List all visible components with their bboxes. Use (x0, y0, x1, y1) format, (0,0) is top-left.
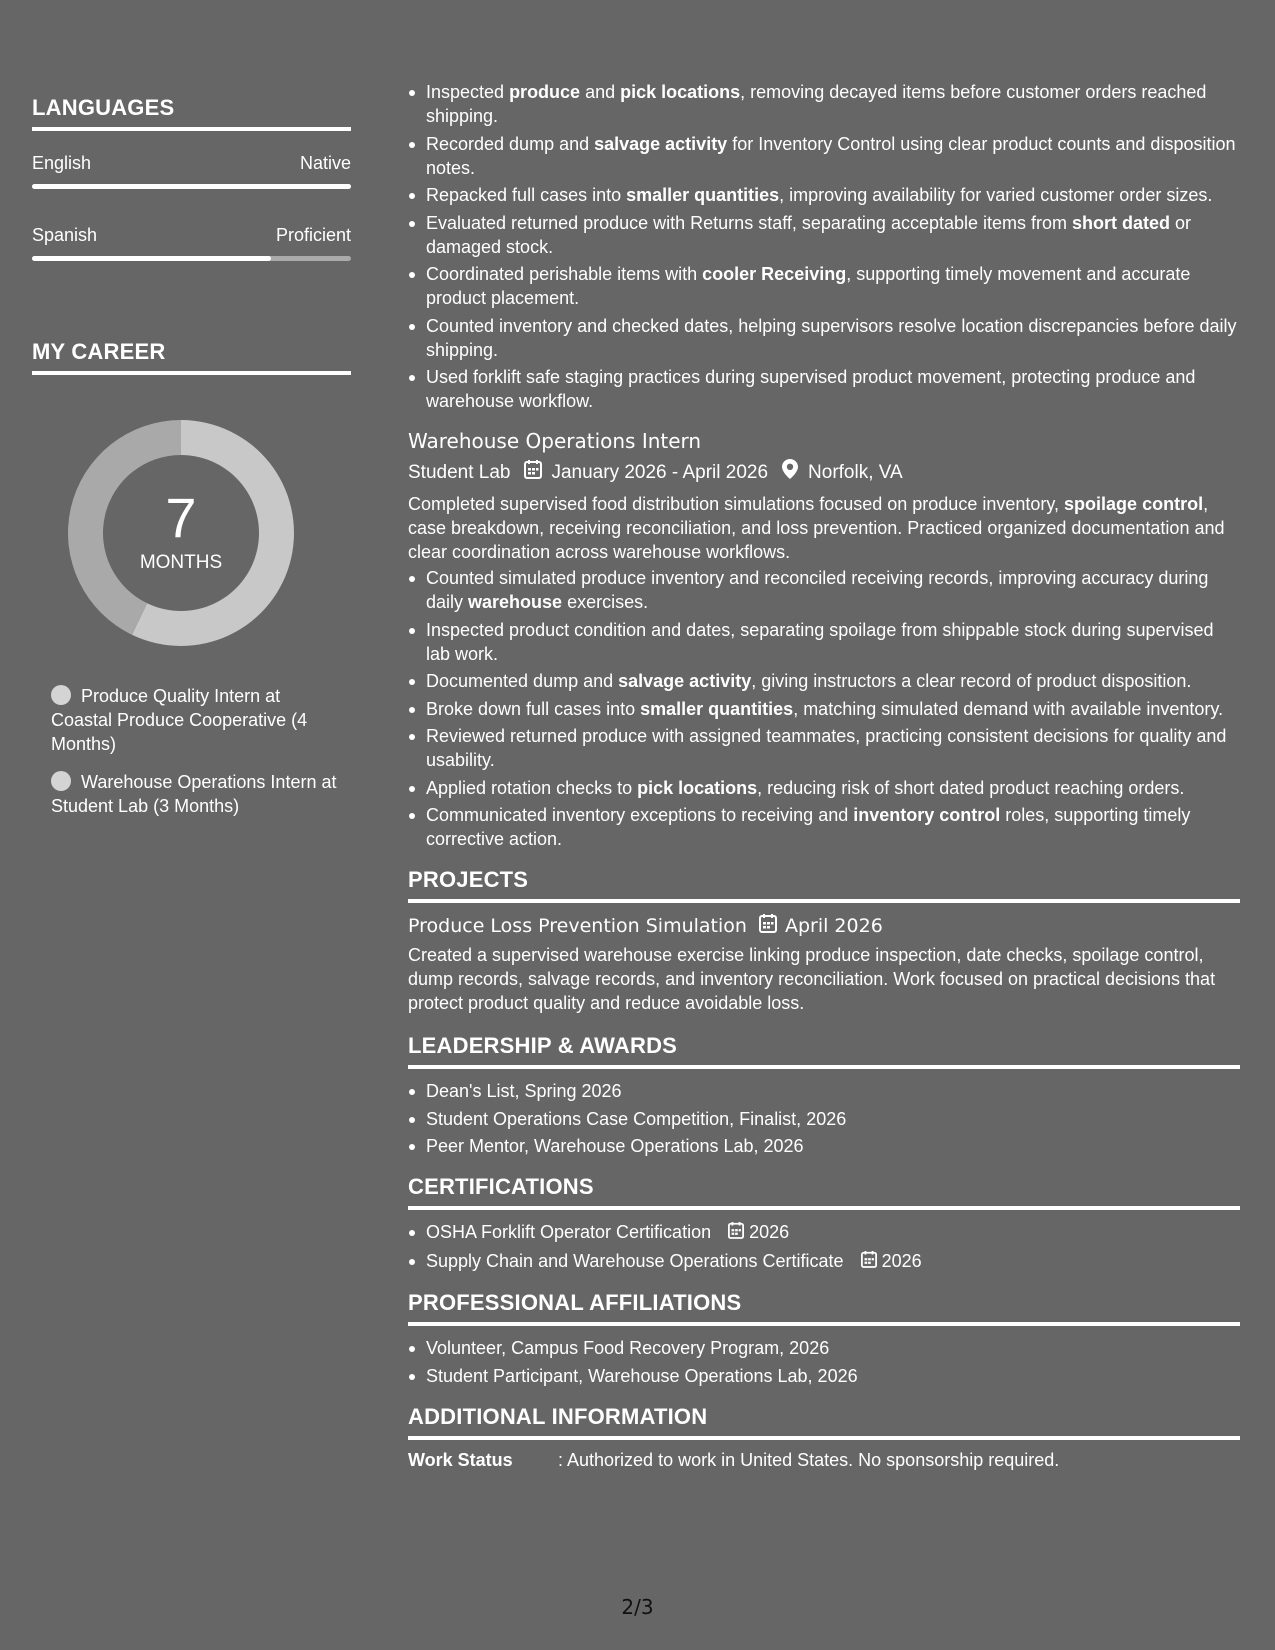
calendar-icon (861, 1250, 877, 1274)
list-item: Used forklift safe staging practices during supervised product movement, protecting produce and warehouse workflow. (408, 365, 1240, 413)
career-heading: MY CAREER (32, 339, 351, 375)
certification-name: Supply Chain and Warehouse Operations Certificate (426, 1250, 844, 1271)
calendar-icon (759, 913, 777, 939)
calendar-icon (524, 459, 542, 487)
leadership-list (408, 1079, 1240, 1158)
list-item: Broke down full cases into smaller quantities, matching simulated demand with available inventory. (408, 697, 1240, 721)
job-bullets (408, 566, 1240, 851)
certifications-heading: CERTIFICATIONS (408, 1174, 1240, 1210)
language-proficiency-fill (32, 256, 271, 261)
career-total-number: 7 (165, 486, 197, 549)
language-proficiency-fill (32, 184, 351, 189)
legend-dot-icon (51, 685, 71, 705)
language-proficiency-bar (32, 256, 351, 261)
list-item: Reviewed returned produce with assigned teammates, practicing consistent decisions for quality and usability. (408, 724, 1240, 772)
list-item: Student Operations Case Competition, Finalist, 2026 (408, 1107, 1240, 1131)
list-item: Documented dump and salvage activity, giving instructors a clear record of product disposition. (408, 669, 1240, 693)
list-item: Applied rotation checks to pick locations, reducing risk of short dated product reaching orders. (408, 776, 1240, 800)
language-level: Proficient (275, 225, 351, 245)
language-item-spanish (32, 225, 351, 261)
affiliations-heading: PROFESSIONAL AFFILIATIONS (408, 1290, 1240, 1326)
job-description: Completed supervised food distribution simulations focused on produce inventory, spoilage control, case breakdown, receiving reconciliation, and loss prevention. Practiced organized documentation and clear coordination across warehouse workflows. (408, 494, 1225, 562)
language-name: English (32, 153, 92, 173)
page-number: 2/3 (621, 1595, 654, 1619)
job-company: Student Lab (408, 462, 511, 483)
list-item: Inspected product condition and dates, separating spoilage from shippable stock during supervised lab work. (408, 618, 1240, 666)
list-item (408, 1220, 1240, 1245)
career-total-unit: MONTHS (139, 552, 223, 573)
career-legend-label: Warehouse Operations Intern at Student Lab (3 Months) (51, 772, 337, 816)
list-item: Counted inventory and checked dates, helping supervisors resolve location discrepancies before daily shipping. (408, 314, 1240, 362)
certification-year: 2026 (749, 1222, 790, 1242)
language-name: Spanish (32, 225, 98, 245)
list-item: Inspected produce and pick locations, removing decayed items before customer orders reached shipping. (408, 80, 1240, 128)
career-legend (51, 684, 341, 818)
job-location: Norfolk, VA (808, 462, 903, 483)
list-item: Recorded dump and salvage activity for Inventory Control using clear product counts and disposition notes. (408, 132, 1240, 180)
languages-heading: LANGUAGES (32, 95, 351, 131)
job-dates: January 2026 - April 2026 (551, 462, 769, 483)
list-item: Counted simulated produce inventory and reconciled receiving records, improving accuracy during daily warehouse exercises. (408, 566, 1240, 614)
experience-bullets (408, 80, 1240, 413)
projects-heading: PROJECTS (408, 867, 1240, 903)
list-item (408, 1249, 1240, 1274)
language-level: Native (299, 153, 351, 173)
career-legend-item (51, 770, 341, 818)
language-item-english (32, 153, 351, 189)
location-pin-icon (782, 459, 798, 487)
career-donut-chart (66, 418, 296, 648)
work-status-row (408, 1450, 1240, 1471)
project-title: Produce Loss Prevention Simulation (408, 915, 747, 937)
calendar-icon (728, 1221, 744, 1245)
career-legend-label: Produce Quality Intern at Coastal Produce Cooperative (4 Months) (51, 686, 308, 754)
project-title-row (408, 913, 1240, 939)
certification-year: 2026 (881, 1250, 922, 1271)
list-item: Evaluated returned produce with Returns staff, separating acceptable items from short dated or damaged stock. (408, 211, 1240, 259)
career-legend-item (51, 684, 341, 756)
project-description: Created a supervised warehouse exercise linking produce inspection, date checks, spoilage control, dump records, salvage records, and inventory reconciliation. Work focused on practical decisions that protect product quality and reduce avoidable loss. (408, 945, 1216, 1013)
list-item: Peer Mentor, Warehouse Operations Lab, 2026 (408, 1134, 1240, 1158)
job-meta (408, 459, 1240, 487)
additional-heading: ADDITIONAL INFORMATION (408, 1404, 1240, 1440)
project-date: April 2026 (784, 915, 883, 937)
language-proficiency-bar (32, 184, 351, 189)
main-content (408, 80, 1240, 1471)
leadership-heading: LEADERSHIP & AWARDS (408, 1033, 1240, 1069)
affiliations-list (408, 1336, 1240, 1388)
job-title: Warehouse Operations Intern (408, 429, 702, 453)
list-item: Coordinated perishable items with cooler Receiving, supporting timely movement and accurate product placement. (408, 262, 1240, 310)
work-status-value: : Authorized to work in United States. No sponsorship required. (558, 1449, 1060, 1470)
legend-dot-icon (51, 771, 71, 791)
certifications-list (408, 1220, 1240, 1274)
career-total (66, 486, 296, 574)
sidebar (32, 95, 351, 832)
list-item: Dean's List, Spring 2026 (408, 1079, 1240, 1103)
work-status-label: Work Status (408, 1449, 513, 1470)
list-item: Volunteer, Campus Food Recovery Program, 2026 (408, 1336, 1240, 1360)
certification-name: OSHA Forklift Operator Certification (426, 1222, 712, 1242)
list-item: Repacked full cases into smaller quantities, improving availability for varied customer order sizes. (408, 183, 1240, 207)
list-item: Communicated inventory exceptions to receiving and inventory control roles, supporting timely corrective action. (408, 803, 1240, 851)
list-item: Student Participant, Warehouse Operations Lab, 2026 (408, 1364, 1240, 1388)
